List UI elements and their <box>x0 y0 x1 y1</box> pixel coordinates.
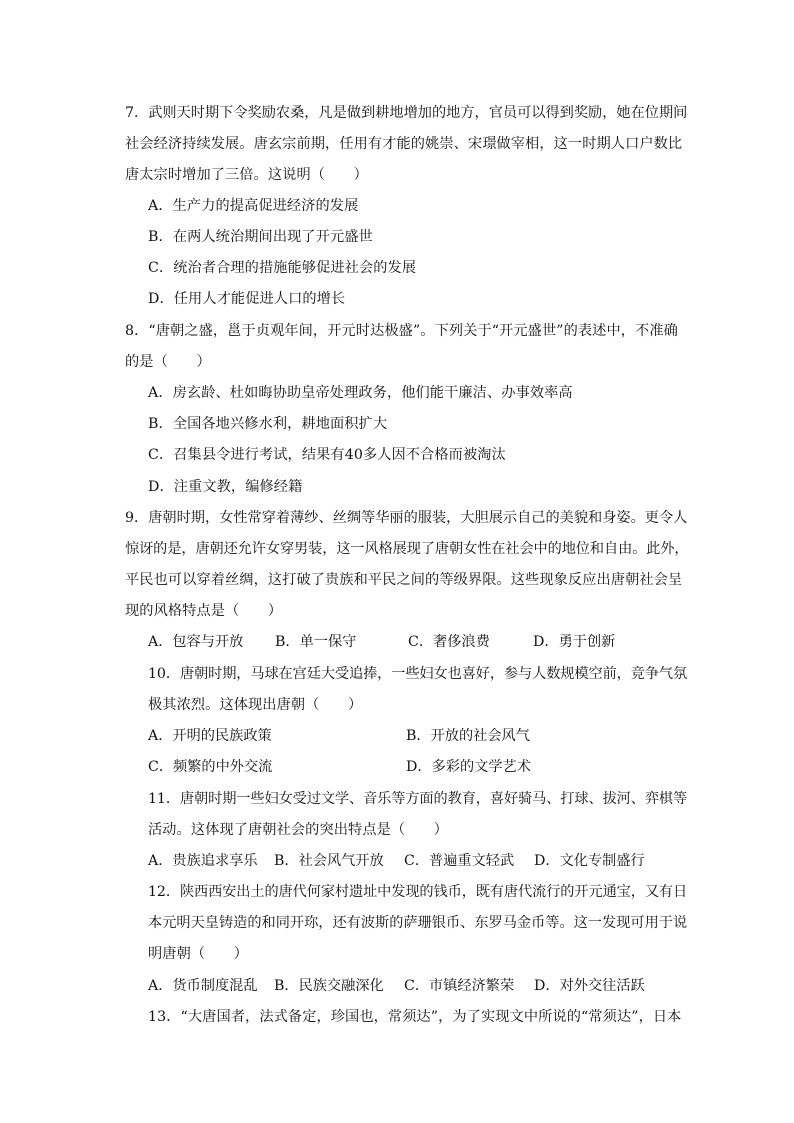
option-d[interactable]: D．对外交往活跃 <box>534 978 645 994</box>
option-c[interactable]: C．召集县令进行考试，结果有40多人因不合格而被淘汰 <box>148 447 506 463</box>
question-text-line: 的是（ ） <box>125 354 211 370</box>
question-text-line: 13．“大唐国者，法式备定，珍国也，常须达”，为了实现文中所说的“常须达”，日本 <box>148 1009 682 1025</box>
question-text-line: 9．唐朝时期，女性常穿着薄纱、丝绸等华丽的服装，大胆展示自己的美貌和身姿。更令人 <box>125 510 688 526</box>
option-a[interactable]: A．货币制度混乱 <box>148 978 258 994</box>
option-a[interactable]: A．开明的民族政策 <box>148 728 272 744</box>
option-a[interactable]: A．包容与开放 <box>148 634 244 650</box>
option-d[interactable]: D．任用人才能促进人口的增长 <box>148 291 346 307</box>
question-text-line: 明唐朝（ ） <box>148 946 249 962</box>
question-text-line: 社会经济持续发展。唐玄宗前期，任用有才能的姚崇、宋璟做宰相，这一时期人口户数比 <box>125 136 683 152</box>
option-c[interactable]: C．普遍重文轻武 <box>404 853 515 869</box>
question-text-line: 本元明天皇铸造的和同开珎，还有波斯的萨珊银币、东罗马金币等。这一发现可用于说 <box>148 915 688 931</box>
option-d[interactable]: D．勇于创新 <box>533 634 616 650</box>
question-text-line: 10．唐朝时期，马球在宫廷大受追捧，一些妇女也喜好，参与人数规模空前，竞争气氛 <box>148 666 688 682</box>
option-b[interactable]: B．全国各地兴修水利，耕地面积扩大 <box>148 416 388 432</box>
question-text-line: 11．唐朝时期一些妇女受过文学、音乐等方面的教育，喜好骑马、打球、拔河、弈棋等 <box>148 791 688 807</box>
option-d[interactable]: D．文化专制盛行 <box>534 853 645 869</box>
option-c[interactable]: C．统治者合理的措施能够促进社会的发展 <box>148 260 417 276</box>
question-text-line: 平民也可以穿着丝绸，这打破了贵族和平民之间的等级界限。这些现象反应出唐朝社会呈 <box>125 572 683 588</box>
option-b[interactable]: B．开放的社会风气 <box>406 728 530 744</box>
option-d[interactable]: D．注重文教，编修经籍 <box>148 479 303 495</box>
question-text-line: 7．武则天时期下令奖励农桑，凡是做到耕地增加的地方，官员可以得到奖励，她在位期间 <box>125 105 688 121</box>
option-a[interactable]: A．贵族追求享乐 <box>148 853 258 869</box>
question-text-line: 活动。这体现了唐朝社会的突出特点是（ ） <box>148 822 449 838</box>
question-text-line: 惊讶的是，唐朝还允许女穿男装，这一风格展现了唐朝女性在社会中的地位和自由。此外， <box>125 541 689 557</box>
option-b[interactable]: B．社会风气开放 <box>274 853 384 869</box>
option-c[interactable]: C．频繁的中外交流 <box>148 759 273 775</box>
question-text-line: 极其浓烈。这体现出唐朝（ ） <box>148 697 363 713</box>
option-a[interactable]: A．生产力的提高促进经济的发展 <box>148 198 359 214</box>
question-text-line: 现的风格特点是（ ） <box>125 603 283 619</box>
option-c[interactable]: C．奢侈浪费 <box>408 634 490 650</box>
option-b[interactable]: B．在两人统治期间出现了开元盛世 <box>148 229 373 245</box>
option-b[interactable]: B．民族交融深化 <box>274 978 384 994</box>
option-a[interactable]: A．房玄龄、杜如晦协助皇帝处理政务，他们能干廉洁、办事效率高 <box>148 385 573 401</box>
question-text-line: 唐太宗时增加了三倍。这说明（ ） <box>125 167 368 183</box>
option-b[interactable]: B．单一保守 <box>275 634 357 650</box>
option-c[interactable]: C．市镇经济繁荣 <box>404 978 515 994</box>
question-text-line: 8．“唐朝之盛，邕于贞观年间，开元时达极盛”。下列关于“开元盛世”的表述中，不准确 <box>125 323 678 339</box>
option-d[interactable]: D．多彩的文学艺术 <box>406 759 531 775</box>
question-text-line: 12．陕西西安出土的唐代何家村遗址中发现的钱币，既有唐代流行的开元通宝，又有日 <box>148 884 688 900</box>
